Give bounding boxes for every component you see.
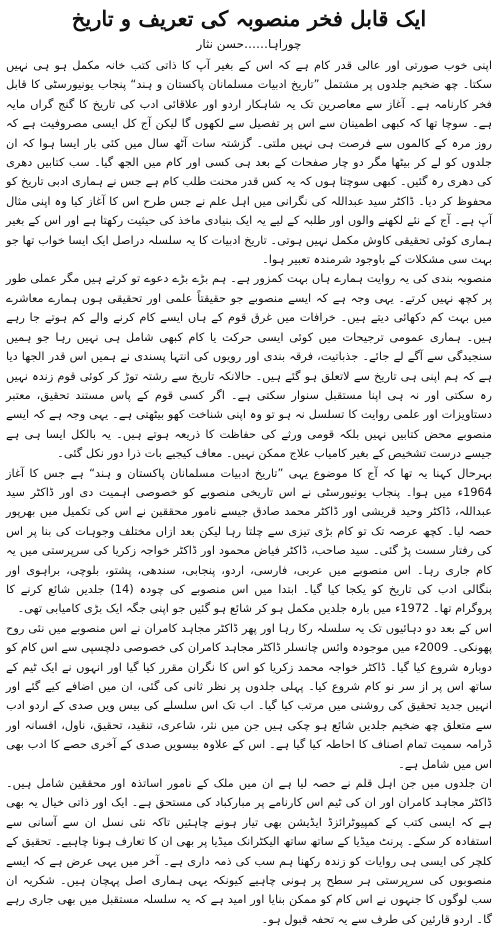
article-paragraph: اپنی خوب صورتی اور عالی قدر کام ہے کہ اس کے بغیر آپ کا ذاتی کتب خانہ مکمل ہو ہی نہیں سکتا۔ چھ ضخیم جلدوں پر مشتمل ”تاریخ ادبیات مسلمانان پاکستان و ہند“ پنجاب یونیورسٹی کا قابل فخر کارنامہ ہے۔ آغاز سے معاصرین تک یہ شاہکار اردو اور علاقائی ادب کی تاریخ کا گنج گراں مایہ ہے۔ سوچا تھا کہ کبھی اطمینان سے اس پر تفصیل سے لکھوں گا لیکن آج کل ایسی مصروفیت ہے کہ روز مرہ کے کالموں سے فرصت ہی نہیں ملتی۔ گزشتہ سات آٹھ سال میں کئی بار ایسا ہوا کہ ان جلدوں کو لے کر بیٹھا مگر دو چار صفحات کے بعد ہی کسی اور کام میں الجھ گیا۔ سب کتابیں دھری کی دھری رہ گئیں۔ کبھی سوچتا ہوں کہ یہ کس قدر محنت طلب کام ہے جس نے ہماری ادبی تاریخ کو محفوظ کر دیا۔ ڈاکٹر سید عبداللہ کی نگرانی میں اہل علم نے جس طرح اس کا آغاز کیا وہ اپنی مثال آپ ہے۔ آج کے نئے لکھنے والوں اور طلبہ کے لیے یہ ایک بنیادی ماخذ کی حیثیت رکھتا ہے اور اس کے بغیر ہماری کوئی تحقیقی کاوش مکمل نہیں ہوتی۔ تاریخ ادبیات کا یہ سلسلہ دراصل ایک ایسا خواب تھا جو بہت سی مشکلات کے باوجود شرمندہ تعبیر ہوا۔: [6, 58, 492, 267]
article-paragraph: اس کے بعد دو دہائیوں تک یہ سلسلہ رکا رہا اور پھر ڈاکٹر مجاہد کامران نے اس منصوبے میں نئی روح پھونکی۔ 2009ء میں موجودہ وائس چانسلر ڈاکٹر مجاہد کامران کی خصوصی دلچسپی سے اس کام کو دوبارہ شروع کیا گیا۔ ڈاکٹر خواجہ محمد زکریا کو اس کا نگران مقرر کیا گیا اور انہوں نے ایک ٹیم کے ساتھ اس پر از سر نو کام شروع کیا۔ پہلی جلدوں پر نظر ثانی کی گئی، ان میں اضافے کیے گئے اور انہیں جدید تحقیق کی روشنی میں مرتب کیا گیا۔ اب تک اس سلسلے کی بیس ویں صدی کے اردو ادب سے متعلق چھ ضخیم جلدیں شائع ہو چکی ہیں جن میں نثر، شاعری، تنقید، تحقیق، ناول، افسانہ اور ڈرامہ سمیت تمام اصناف کا احاطہ کیا گیا ہے۔ اس کے علاوہ بیسویں صدی کے آخری حصے کا ادب بھی اس میں شامل ہے۔: [6, 620, 492, 771]
article-byline: چوراہا……حسن نثار: [196, 37, 302, 51]
article-body: [6, 56, 492, 929]
article-paragraph: منصوبہ بندی کی یہ روایت ہمارے ہاں بہت کمزور ہے۔ ہم بڑے بڑے دعوے تو کرتے ہیں مگر عملی طور پر کچھ نہیں کرتے۔ یہی وجہ ہے کہ ایسے منصوبے جو حقیقتاً علمی اور تحقیقی ہوں ہمارے معاشرے میں بہت کم دکھائی دیتے ہیں۔ خرافات میں غرق قوم کے ہاں ایسے کام کرنے والے کم ہوتے جا رہے ہیں۔ ہماری عمومی ترجیحات میں کوئی ایسی حرکت یا کام کبھی شامل ہی نہیں رہا جو ہمیں سنجیدگی سے آگے لے جائے۔ جذباتیت، فرقہ بندی اور رویوں کی انتہا پسندی نے ہمیں اس قدر الجھا دیا ہے کہ ہم اپنی ہی تاریخ سے لاتعلق ہو گئے ہیں۔ حالانکہ تاریخ سے رشتہ توڑ کر کوئی قوم زندہ نہیں رہ سکتی اور نہ ہی اپنا مستقبل سنوار سکتی ہے۔ اگر کسی قوم کے پاس مستند تحقیق، معتبر دستاویزات اور علمی روایت کا تسلسل نہ ہو تو وہ اپنی شناخت کھو بیٹھتی ہے۔ یہی وجہ ہے کہ ایسے منصوبے محض کتابیں نہیں بلکہ قومی ورثے کی حفاظت کا ذریعہ ہوتے ہیں۔ یہ بالکل ایسا ہی ہے جیسے درست تشخیص کے بغیر کامیاب علاج ممکن نہیں۔ معاف کیجیے بات ذرا دور نکل گئی۔: [6, 271, 492, 461]
article: [6, 4, 492, 926]
article-paragraph: بہرحال کہنا یہ تھا کہ آج کا موضوع یہی ”تاریخ ادبیات مسلمانان پاکستان و ہند“ ہے جس کا آغاز 1964ء میں ہوا۔ پنجاب یونیورسٹی نے اس تاریخی منصوبے کو خصوصی اہمیت دی اور ڈاکٹر سید عبداللہ، ڈاکٹر وحید قریشی اور ڈاکٹر محمد صادق جیسے نامور محققین نے اس کی تکمیل میں بھرپور حصہ لیا۔ کچھ عرصہ تک تو کام بڑی تیزی سے چلتا رہا لیکن بعد ازاں مختلف وجوہات کی بنا پر اس کی رفتار سست پڑ گئی۔ سید صاحب، ڈاکٹر فیاض محمود اور ڈاکٹر خواجہ زکریا کی سرپرستی میں یہ کام جاری رہا۔ اس منصوبے میں عربی، فارسی، اردو، پنجابی، سندھی، پشتو، بلوچی، براہوی اور بنگالی ادب کی تاریخ کو یکجا کیا گیا۔ ابتدا میں اس منصوبے کی چودہ (14) جلدیں شائع کرنے کا پروگرام تھا۔ 1972ء میں بارہ جلدیں مکمل ہو کر شائع ہو گئیں جو اپنی جگہ ایک بڑی کامیابی تھی۔: [6, 465, 492, 616]
article-title: ایک قابل فخر منصوبہ کی تعریف و تاریخ: [71, 6, 427, 31]
article-paragraph: ان جلدوں میں جن اہل قلم نے حصہ لیا ہے ان میں ملک کے نامور اساتذہ اور محققین شامل ہیں۔ ڈاکٹر مجاہد کامران اور ان کی ٹیم اس کارنامے پر مبارکباد کی مستحق ہے۔ ایک اور ذاتی خیال یہ بھی ہے کہ ایسی کتب کے کمپیوٹرائزڈ ایڈیشن بھی تیار ہونے چاہئیں تاکہ نئی نسل ان سے آسانی سے استفادہ کر سکے۔ پرنٹ میڈیا کے ساتھ ساتھ الیکٹرانک میڈیا پر بھی ان کا تعارف ہونا چاہیے۔ تحقیق کے کلچر کی ایسی ہی روایات کو زندہ رکھنا ہم سب کی ذمہ داری ہے۔ آخر میں یہی عرض ہے کہ ایسے منصوبوں کی سرپرستی ہر سطح پر ہونی چاہیے کیونکہ یہی ہماری اصل پہچان ہیں۔ شکریہ ان سب لوگوں کا جنہوں نے اس کام کو ممکن بنایا اور امید ہے کہ یہ سلسلہ مستقبل میں بھی جاری رہے گا۔ اردو قارئین کی طرف سے یہ تحفہ قبول ہو۔: [6, 776, 492, 926]
